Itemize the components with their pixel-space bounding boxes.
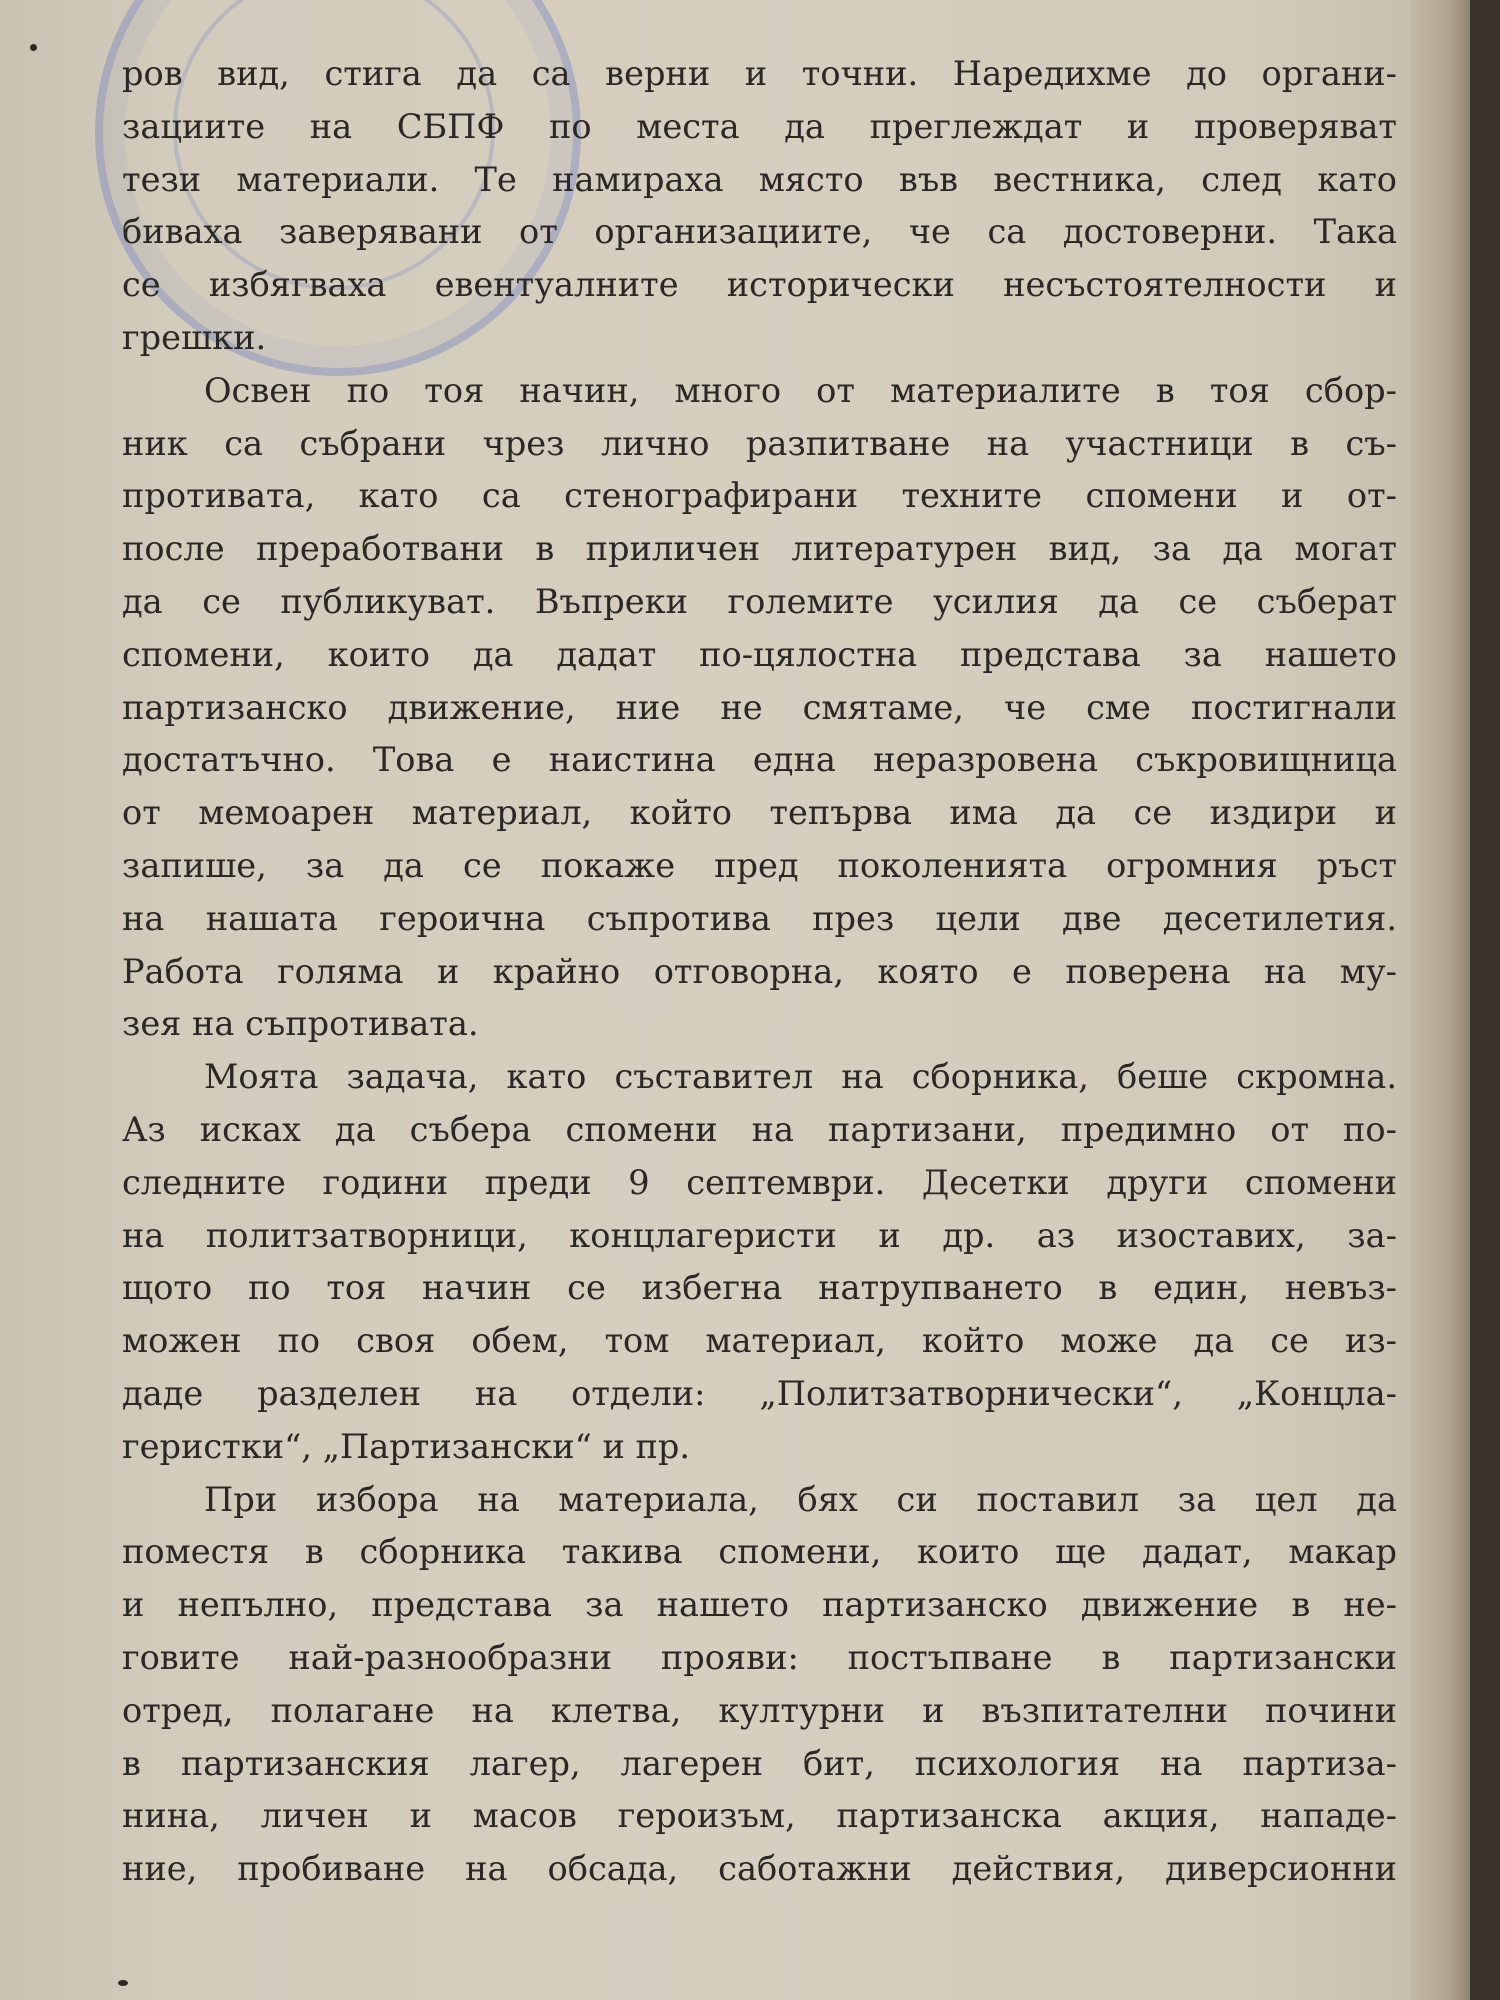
text-line: после преработвани в приличен литературен вид, за да могат <box>122 529 1397 569</box>
text-line: се избягваха евентуалните исторически несъстоятелности и <box>122 265 1397 305</box>
text-line: партизанско движение, ние не смятаме, че сме постигнали <box>122 687 1397 727</box>
text-line: Работа голяма и крайно отговорна, която е поверена на му- <box>122 951 1397 991</box>
text-line: и непълно, представа за нашето партизанско движение в не- <box>122 1585 1397 1625</box>
text-line: да се публикуват. Въпреки големите усилия да се съберат <box>122 581 1397 621</box>
text-line: следните години преди 9 септември. Десетки други спомени <box>122 1162 1397 1202</box>
text-line: зациите на СБПФ по места да преглеждат и проверяват <box>122 106 1397 146</box>
text-line: достатъчно. Това е наистина една неразровена съкровищница <box>122 740 1397 780</box>
text-line: нина, личен и масов героизъм, партизанска акция, нападе- <box>122 1796 1397 1836</box>
text-line: Моята задача, като съставител на сборника, беше скромна. <box>204 1057 1397 1097</box>
page-edge-shadow <box>1410 0 1470 2000</box>
text-line: на нашата героична съпротива през цели две десетилетия. <box>122 898 1397 938</box>
text-line: зея на съпротивата. <box>122 1004 479 1044</box>
text-line: Аз исках да събера спомени на партизани, предимно от по- <box>122 1109 1397 1149</box>
paragraph-1 <box>122 48 1397 365</box>
paragraph-2 <box>122 365 1397 1051</box>
text-line: спомени, които да дадат по-цялостна представа за нашето <box>122 634 1397 674</box>
text-line: ник са събрани чрез лично разпитване на участници в съ- <box>122 423 1397 463</box>
paper-speck <box>30 44 37 51</box>
text-line: на политзатворници, концлагеристи и др. аз изоставих, за- <box>122 1215 1397 1255</box>
text-line: ние, пробиване на обсада, саботажни действия, диверсионни <box>122 1849 1397 1889</box>
text-line: ров вид, стига да са верни и точни. Наредихме до органи- <box>122 54 1397 93</box>
text-line: говите най-разнообразни прояви: постъпване в партизански <box>122 1637 1397 1677</box>
text-line: противата, като са стенографирани техните спомени и от- <box>122 476 1397 516</box>
text-line: При избора на материала, бях си поставил за цел да <box>204 1479 1397 1519</box>
text-line: отред, полагане на клетва, културни и възпитателни почини <box>122 1690 1397 1730</box>
paper-speck <box>118 1980 128 1986</box>
text-line: в партизанския лагер, лагерен бит, психология на партиза- <box>122 1743 1397 1783</box>
text-line: запише, за да се покаже пред поколенията огромния ръст <box>122 845 1397 885</box>
text-line: Освен по тоя начин, много от материалите в тоя сбор- <box>204 370 1397 410</box>
text-line: поместя в сборника такива спомени, които ще дадат, макар <box>122 1532 1397 1572</box>
text-line: даде разделен на отдели: „Политзатворнически“, „Концла- <box>122 1373 1397 1413</box>
text-line: геристки“, „Партизански“ и пр. <box>122 1426 691 1466</box>
text-line: биваха заверявани от организациите, че са достоверни. Така <box>122 212 1397 252</box>
paragraph-4 <box>122 1474 1397 1896</box>
text-line: щото по тоя начин се избегна натрупването в един, невъз- <box>122 1268 1397 1308</box>
text-line: от мемоарен материал, който тепърва има да се издири и <box>122 793 1397 833</box>
text-line: тези материали. Те намираха място във вестника, след като <box>122 159 1397 199</box>
paragraph-3 <box>122 1051 1397 1473</box>
text-line: можен по своя обем, том материал, който може да се из- <box>122 1321 1397 1361</box>
text-line: грешки. <box>122 317 267 357</box>
document-body-text <box>122 48 1397 1896</box>
